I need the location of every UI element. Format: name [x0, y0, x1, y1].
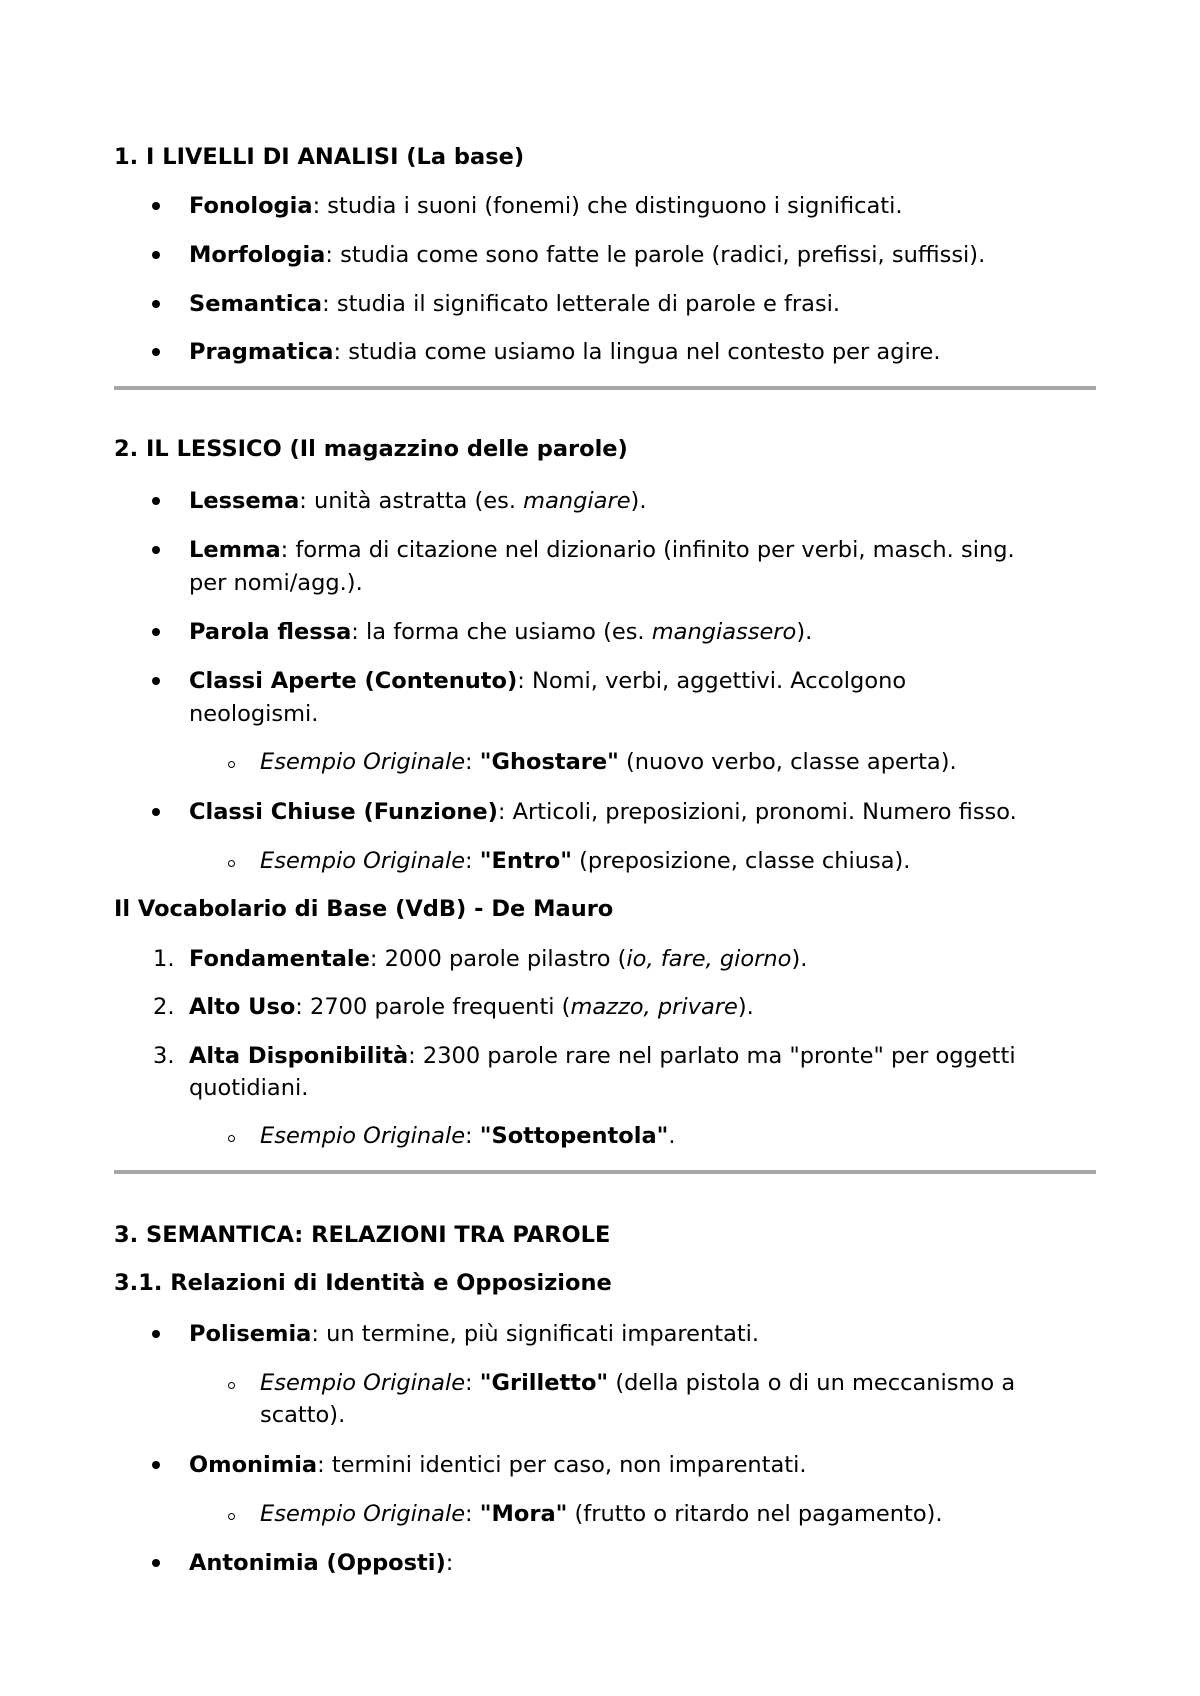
- example-grilletto-continued: scatto).: [260, 1402, 346, 1428]
- section-2-heading: 2. IL LESSICO (Il magazzino delle parole): [114, 436, 628, 462]
- bullet-icon: [152, 348, 160, 356]
- horizontal-divider: [114, 386, 1096, 390]
- list-item-fonologia: Fonologia: studia i suoni (fonemi) che distinguono i significati.: [189, 193, 903, 219]
- list-item-lessema: Lessema: unità astratta (es. mangiare).: [189, 488, 647, 514]
- bullet-icon: [152, 202, 160, 210]
- list-item-parola-flessa: Parola flessa: la forma che usiamo (es. mangiassero).: [189, 619, 813, 645]
- bullet-icon: [152, 1330, 160, 1338]
- list-item-polisemia: Polisemia: un termine, più significati imparentati.: [189, 1321, 760, 1347]
- vdb-heading: Il Vocabolario di Base (VdB) - De Mauro: [114, 896, 614, 922]
- list-item-pragmatica: Pragmatica: studia come usiamo la lingua nel contesto per agire.: [189, 339, 941, 365]
- example-mora: Esempio Originale: "Mora" (frutto o ritardo nel pagamento).: [260, 1501, 943, 1527]
- list-number: 3.: [153, 1043, 175, 1069]
- list-item-antonimia: Antonimia (Opposti):: [189, 1550, 454, 1576]
- list-number: 2.: [153, 994, 175, 1020]
- bullet-icon: [152, 628, 160, 636]
- example-entro: Esempio Originale: "Entro" (preposizione, classe chiusa).: [260, 848, 911, 874]
- list-item-semantica: Semantica: studia il significato letterale di parole e frasi.: [189, 291, 841, 317]
- horizontal-divider: [114, 1170, 1096, 1174]
- list-item-classi-aperte-continued: neologismi.: [189, 701, 319, 727]
- list-item-omonimia: Omonimia: termini identici per caso, non imparentati.: [189, 1452, 807, 1478]
- list-item-alto-uso: Alto Uso: 2700 parole frequenti (mazzo, privare).: [189, 994, 754, 1020]
- bullet-icon: [152, 1461, 160, 1469]
- example-sottopentola: Esempio Originale: "Sottopentola".: [260, 1123, 676, 1149]
- sub-bullet-icon: [228, 1382, 235, 1389]
- bullet-icon: [152, 251, 160, 259]
- list-item-alta-disponibilita: Alta Disponibilità: 2300 parole rare nel parlato ma "pronte" per oggetti: [189, 1043, 1016, 1069]
- list-number: 1.: [153, 946, 175, 972]
- sub-bullet-icon: [228, 1513, 235, 1520]
- section-3-1-heading: 3.1. Relazioni di Identità e Opposizione: [114, 1270, 612, 1296]
- bullet-icon: [152, 1559, 160, 1567]
- list-item-alta-disponibilita-continued: quotidiani.: [189, 1075, 309, 1101]
- section-3-heading: 3. SEMANTICA: RELAZIONI TRA PAROLE: [114, 1222, 611, 1248]
- example-grilletto: Esempio Originale: "Grilletto" (della pistola o di un meccanismo a: [260, 1370, 1016, 1396]
- list-item-morfologia: Morfologia: studia come sono fatte le parole (radici, prefissi, suffissi).: [189, 242, 986, 268]
- list-item-lemma: Lemma: forma di citazione nel dizionario (infinito per verbi, masch. sing.: [189, 537, 1015, 563]
- list-item-classi-aperte: Classi Aperte (Contenuto): Nomi, verbi, aggettivi. Accolgono: [189, 668, 907, 694]
- example-ghostare: Esempio Originale: "Ghostare" (nuovo verbo, classe aperta).: [260, 749, 957, 775]
- bullet-icon: [152, 808, 160, 816]
- bullet-icon: [152, 497, 160, 505]
- sub-bullet-icon: [228, 1135, 235, 1142]
- bullet-icon: [152, 546, 160, 554]
- list-item-classi-chiuse: Classi Chiuse (Funzione): Articoli, preposizioni, pronomi. Numero fisso.: [189, 799, 1017, 825]
- bullet-icon: [152, 677, 160, 685]
- list-item-lemma-continued: per nomi/agg.).: [189, 570, 363, 596]
- sub-bullet-icon: [228, 761, 235, 768]
- section-1-heading: 1. I LIVELLI DI ANALISI (La base): [114, 144, 525, 170]
- sub-bullet-icon: [228, 860, 235, 867]
- list-item-fondamentale: Fondamentale: 2000 parole pilastro (io, fare, giorno).: [189, 946, 808, 972]
- bullet-icon: [152, 300, 160, 308]
